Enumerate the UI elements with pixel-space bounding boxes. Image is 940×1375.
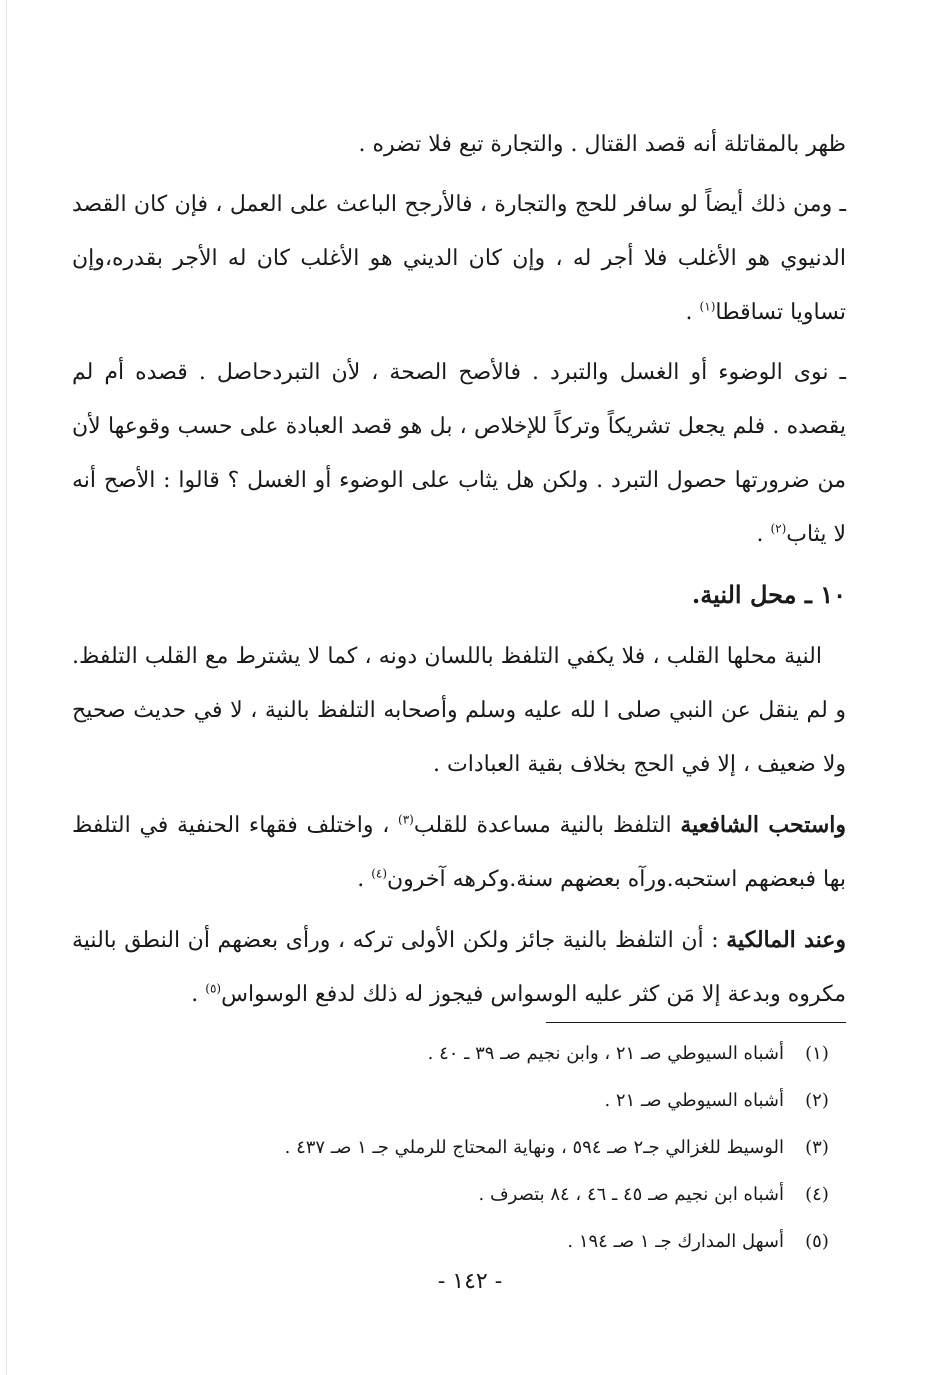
paragraph-4-text: النية محلها القلب ، فلا يكفي التلفظ باللسان دونه ، كما لا يشترط مع القلب التلفظ. و لم ينقل عن النبي صلى ا لله عليه وسلم وأصحابه التلفظ بالنية ، لا في حديث صحيح ولا ضعيف ، إلا في الحج بخلاف بقية العبادات .: [72, 644, 846, 777]
footnote-text: أشباه ابن نجيم صـ ٤٥ ـ ٤٦ ، ٨٤ بتصرف .: [478, 1184, 784, 1205]
paragraph-6-end: .: [191, 982, 206, 1007]
paragraph-2-text: ـ ومن ذلك أيضاً لو سافر للحج والتجارة ، فالأرجح الباعث على العمل ، فإن كان القصد الدنيوي هو الأغلب فلا أجر له ، وإن كان الديني هو الأغلب كان له الأجر بقدره،وإن تساويا تساقطا: [72, 192, 846, 325]
footnote-number: (٢): [805, 1090, 829, 1111]
footnote-number: (٥): [805, 1231, 829, 1252]
paragraph-3: [72, 346, 846, 562]
footnote-ref-3: (٣): [398, 812, 414, 827]
paragraph-2: [72, 178, 846, 340]
footnote-item: [96, 1030, 836, 1077]
paragraph-1-text: ظهر بالمقاتلة أنه قصد القتال . والتجارة تبع فلا تضره .: [358, 132, 846, 157]
footnote-item: [96, 1218, 836, 1265]
paragraph-1: [72, 118, 846, 172]
paragraph-5-text-b: ، واختلف فقهاء الحنفية في التلفظ بها فبعضهم استحبه.ورآه بعضهم سنة.وكرهه آخرون: [72, 813, 846, 892]
paragraph-6-lead: وعند المالكية: [726, 927, 847, 953]
footnote-number: (٤): [805, 1184, 829, 1205]
page-edge-line: [6, 0, 7, 1375]
footnote-text: أشباه السيوطي صـ ٢١ ، وابن نجيم صـ ٣٩ ـ ٤٠ .: [427, 1043, 784, 1064]
footnote-item: [96, 1124, 836, 1171]
footnote-ref-5: (٥): [205, 981, 222, 996]
paragraph-5-lead: واستحب الشافعية: [680, 812, 847, 838]
footnote-text: أشباه السيوطي صـ ٢١ .: [604, 1090, 784, 1111]
paragraph-5: [72, 798, 846, 907]
paragraph-6-text: : أن التلفظ بالنية جائز ولكن الأولى تركه ، ورأى بعضهم أن النطق بالنية مكروه وبدعة إلا مَن كثر عليه الوسواس فيجوز له ذلك لدفع الوسواس: [72, 928, 846, 1007]
footnote-text: أسهل المدارك جـ ١ صـ ١٩٤ .: [567, 1231, 784, 1252]
paragraph-5-end: .: [357, 867, 372, 892]
main-text: [72, 118, 846, 1028]
footnote-item: [96, 1171, 836, 1218]
footnote-separator: [546, 1022, 846, 1023]
paragraph-4: [72, 630, 846, 792]
footnotes-list: [96, 1030, 836, 1265]
footnote-item: [96, 1077, 836, 1124]
footnote-ref-1: (١): [699, 299, 716, 314]
paragraph-3-text: ـ نوى الوضوء أو الغسل والتبرد . فالأصح الصحة ، لأن التبردحاصل . قصده أم لم يقصده . فلم يجعل تشريكاً وتركاً للإخلاص ، بل هو قصد العبادة على حسب وقوعها لأن من ضرورتها حصول التبرد . ولكن هل يثاب على الوضوء أو الغسل ؟ قالوا : الأصح أنه لا يثاب: [72, 360, 846, 547]
page-number: - ١٤٢ -: [437, 1269, 503, 1294]
footnote-number: (١): [805, 1043, 829, 1064]
paragraph-6: [72, 913, 846, 1022]
paragraph-5-text-a: التلفظ بالنية مساعدة للقلب: [413, 813, 681, 838]
paragraph-3-end: .: [756, 522, 771, 547]
footnote-number: (٣): [805, 1137, 829, 1158]
footnote-ref-2: (٢): [770, 521, 787, 536]
paragraph-2-end: .: [685, 300, 700, 325]
footnote-text: الوسيط للغزالي جـ٢ صـ ٥٩٤ ، ونهاية المحتاج للرملي جـ ١ صـ ٤٣٧ .: [284, 1137, 784, 1158]
footnote-ref-4: (٤): [371, 866, 388, 881]
section-heading: ١٠ ـ محل النية.: [691, 580, 846, 609]
